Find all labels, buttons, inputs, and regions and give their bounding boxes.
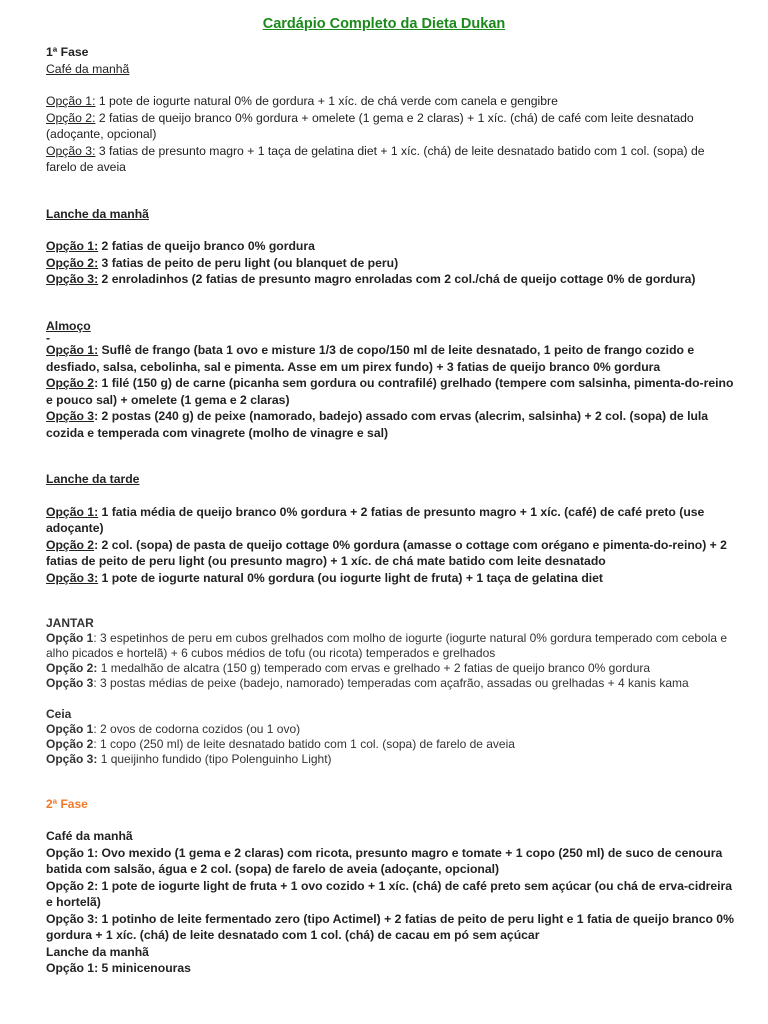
list-item: Opção 2: 2 col. (sopa) de pasta de queijo cottage 0% gordura (amasse o cottage com orégano e pimenta-do-reino) + 2 fatias de peito de peru light (ou presunto magro) + 1 xíc. de chá mate batido com leite desnatado: [46, 537, 727, 568]
list-item: Opção 2: 1 medalhão de alcatra (150 g) temperado com ervas e grelhado + 2 fatias de queijo branco 0% gordura: [46, 661, 651, 675]
list-item: Opção 3: 2 enroladinhos (2 fatias de presunto magro enroladas com 2 col./chá de queijo cottage 0% de gordura): [46, 272, 696, 286]
list-item: Opção 3: 1 queijinho fundido (tipo Polenguinho Light): [46, 752, 332, 766]
list-item: Opção 3: 2 postas (240 g) de peixe (namorado, badejo) assado com ervas (alecrim, salsinha) + 2 col. (sopa) de lula cozida e temperada com vinagrete (molho de vinagre e sal): [46, 409, 709, 440]
document-title: Cardápio Completo da Dieta Dukan: [262, 16, 506, 32]
section-ceia-heading: Ceia: [46, 707, 72, 721]
list-item: Opção 1: Ovo mexido (1 gema e 2 claras) com ricota, presunto magro e tomate + 1 copo (250 ml) de suco de cenoura batida com salsão, água e 2 col. (sopa) de farelo de aveia (adoçante, opcional): [46, 845, 723, 876]
section-fase2: [46, 828, 736, 977]
list-item: Opção 3: 3 fatias de presunto magro + 1 taça de gelatina diet + 1 xíc. (chá) de leite desnatado batido com 1 col. (sopa) de farelo de aveia: [46, 143, 705, 174]
section-almoco-options: [46, 342, 736, 441]
list-item: Opção 3: 1 pote de iogurte natural 0% gordura (ou iogurte light de fruta) + 1 taça de gelatina diet: [46, 570, 603, 585]
section-fase2-lanche-heading: Lanche da manhã: [46, 944, 149, 959]
list-item: Opção 2: 1 copo (250 ml) de leite desnatado batido com 1 col. (sopa) de farelo de aveia: [46, 737, 515, 751]
list-item: Opção 1: 2 ovos de codorna cozidos (ou 1 ovo): [46, 722, 301, 736]
list-item: Opção 1: 1 pote de iogurte natural 0% de gordura + 1 xíc. de chá verde com canela e gengibre: [46, 94, 558, 108]
phase-1-label: 1ª Fase: [46, 45, 89, 59]
list-item: Opção 1: 5 minicenouras: [46, 961, 191, 975]
list-item: Opção 3: 3 postas médias de peixe (badejo, namorado) temperadas com açafrão, assadas ou grelhadas + 4 kanis kama: [46, 676, 689, 690]
dash-mark: -: [46, 331, 51, 345]
section-ceia: [46, 707, 736, 767]
list-item: Opção 1: Suflê de frango (bata 1 ovo e misture 1/3 de copo/150 ml de leite desnatado, 1 peito de frango cozido e desfiado, salsa, cebolinha, sal e pimenta. Asse em um pirex fundo) + 3 fatias de queijo branco 0% gordura: [46, 343, 695, 374]
section-lanche-manha-options: [46, 238, 736, 288]
section-lanche-manha-heading: Lanche da manhã: [46, 206, 149, 221]
section-jantar: [46, 616, 736, 691]
list-item: Opção 2: 3 fatias de peito de peru light (ou blanquet de peru): [46, 255, 399, 270]
list-item: Opção 1: 2 fatias de queijo branco 0% gordura: [46, 239, 315, 253]
list-item: Opção 1: 1 fatia média de queijo branco 0% gordura + 2 fatias de presunto magro + 1 xíc. (café) de café preto (use adoçante): [46, 504, 705, 535]
list-item: Opção 2: 1 filé (150 g) de carne (picanha sem gordura ou contrafilé) grelhado (tempere com salsinha, pimenta-do-reino e pouco sal) + omelete (1 gema e 2 claras): [46, 376, 734, 407]
list-item: Opção 1: 3 espetinhos de peru em cubos grelhados com molho de iogurte (iogurte natural 0% gordura temperado com cebola e alho picados e hortelã) + 6 cubos médios de tofu (ou ricota) temperados e grelhados: [46, 631, 728, 660]
section-lanche-tarde-heading: Lanche da tarde: [46, 472, 140, 486]
section-lanche-tarde-options: [46, 504, 736, 587]
list-item: Opção 2: 2 fatias de queijo branco 0% gordura + omelete (1 gema e 2 claras) + 1 xíc. (chá) de café com leite desnatado (adoçante, opcional): [46, 110, 694, 141]
section-fase2-cafe-heading: Café da manhã: [46, 829, 133, 843]
section-almoco-heading: Almoço: [46, 318, 91, 333]
section-jantar-heading: JANTAR: [46, 616, 94, 630]
section-cafe-heading: Café da manhã: [46, 61, 130, 76]
section-cafe-options: [46, 93, 736, 176]
list-item: Opção 3: 1 potinho de leite fermentado zero (tipo Actimel) + 2 fatias de peito de peru light e 1 fatia de queijo branco 0% gordura + 1 xíc. (chá) de leite desnatado com 1 col. (chá) de cacau em pó sem açúcar: [46, 911, 734, 942]
phase-2-label: 2ª Fase: [46, 797, 88, 811]
list-item: Opção 2: 1 pote de iogurte light de fruta + 1 ovo cozido + 1 xíc. (chá) de café preto sem açúcar (ou chá de erva-cidreira e hortelã): [46, 878, 733, 909]
document-body: [46, 44, 736, 977]
